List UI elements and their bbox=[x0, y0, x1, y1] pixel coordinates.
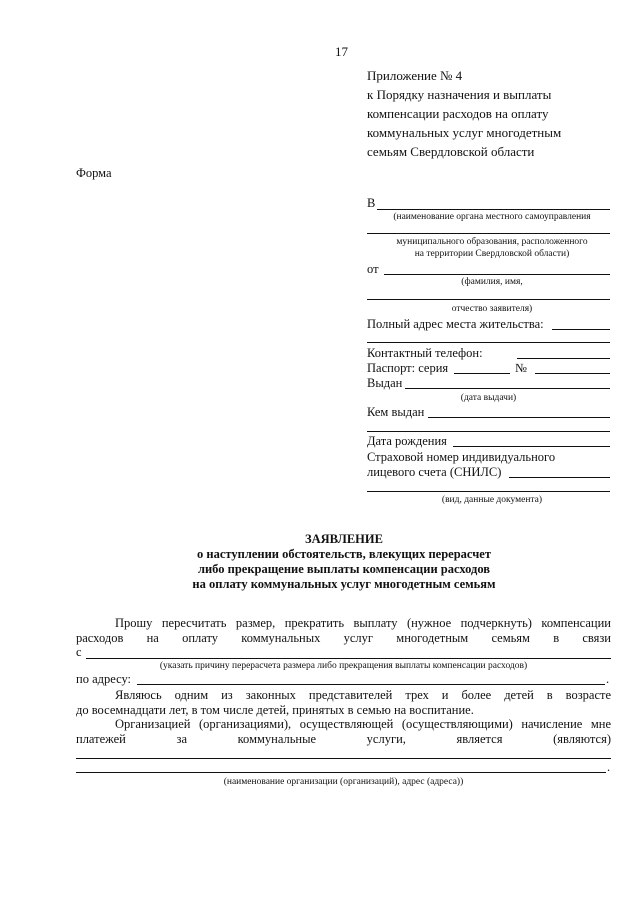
title-line: ЗАЯВЛЕНИЕ bbox=[305, 532, 383, 546]
issued-by-field-2[interactable] bbox=[367, 431, 610, 432]
address-prefix: по адресу: bbox=[76, 672, 132, 686]
issued-caption: (дата выдачи) bbox=[460, 393, 517, 403]
para1-line2: расходов на оплату коммунальных услуг многодетным семьям в связи bbox=[76, 631, 611, 645]
appendix-line: компенсации расходов на оплату bbox=[367, 106, 549, 121]
org-field-2[interactable] bbox=[76, 772, 606, 773]
title-line: на оплату коммунальных услуг многодетным семьям bbox=[192, 577, 496, 591]
to-caption: на территории Свердловской области) bbox=[414, 249, 570, 259]
to-caption: муниципального образования, расположенного bbox=[396, 237, 588, 247]
passport-series-field[interactable] bbox=[454, 373, 510, 374]
phone-field[interactable] bbox=[517, 358, 610, 359]
from-field[interactable] bbox=[384, 274, 610, 275]
para2-line2: до восемнадцати лет, в том числе детей, принятых в семью на воспитание. bbox=[76, 703, 474, 717]
org-caption: (наименование организации (организаций), адрес (адреса)) bbox=[223, 777, 464, 787]
org-field[interactable] bbox=[76, 758, 611, 759]
appendix-line: к Порядку назначения и выплаты bbox=[367, 87, 552, 102]
para3-line2: платежей за коммунальные услуги, является (являются) bbox=[76, 732, 611, 746]
address-label: Полный адрес места жительства: bbox=[367, 317, 544, 331]
title-line: либо прекращение выплаты компенсации расходов bbox=[197, 562, 491, 576]
reason-caption: (указать причину перерасчета размера либо прекращения выплаты компенсации расходов) bbox=[159, 661, 528, 671]
issued-by-label: Кем выдан bbox=[367, 405, 425, 419]
issued-label: Выдан bbox=[367, 376, 403, 390]
snils-label: лицевого счета (СНИЛС) bbox=[367, 465, 502, 479]
address-field-2[interactable] bbox=[367, 342, 610, 343]
from-field-2[interactable] bbox=[367, 299, 610, 300]
appendix-line: коммунальных услуг многодетным bbox=[367, 125, 562, 140]
from-caption: отчество заявителя) bbox=[451, 304, 533, 314]
appendix-line: Приложение № 4 bbox=[367, 68, 463, 83]
to-field[interactable] bbox=[377, 209, 610, 210]
birth-field[interactable] bbox=[453, 446, 610, 447]
para1-line1: Прошу пересчитать размер, прекратить выплату (нужное подчеркнуть) компенсации bbox=[115, 616, 611, 630]
issued-date-field[interactable] bbox=[405, 388, 610, 389]
passport-number-field[interactable] bbox=[535, 373, 610, 374]
address-field[interactable] bbox=[552, 329, 610, 330]
document-caption: (вид, данные документа) bbox=[441, 495, 543, 505]
phone-label: Контактный телефон: bbox=[367, 346, 483, 360]
to-field-2[interactable] bbox=[367, 233, 610, 234]
snils-field[interactable] bbox=[509, 477, 610, 478]
document-title bbox=[76, 532, 612, 592]
reason-field[interactable] bbox=[86, 658, 611, 659]
appendix-line: семьям Свердловской области bbox=[367, 144, 535, 159]
passport-number-label: № bbox=[515, 361, 527, 375]
document-field[interactable] bbox=[367, 491, 610, 492]
to-caption: (наименование органа местного самоуправления bbox=[393, 212, 591, 222]
from-prefix: от bbox=[367, 262, 379, 276]
to-prefix: В bbox=[367, 196, 376, 210]
para2-line1: Являюсь одним из законных представителей трех и более детей в возрасте bbox=[115, 688, 611, 702]
title-line: о наступлении обстоятельств, влекущих перерасчет bbox=[197, 547, 491, 561]
page-number: 17 bbox=[335, 44, 348, 59]
address-end: . bbox=[606, 672, 610, 686]
snils-label: Страховой номер индивидуального bbox=[367, 450, 556, 464]
from-caption: (фамилия, имя, bbox=[461, 277, 523, 287]
birth-label: Дата рождения bbox=[367, 434, 447, 448]
para1-c: с bbox=[76, 645, 82, 659]
passport-series-label: Паспорт: серия bbox=[367, 361, 449, 375]
para3-line1: Организацией (организациями), осуществляющей (осуществляющими) начисление мне bbox=[115, 717, 611, 731]
appendix-block bbox=[367, 66, 561, 161]
address-field-body[interactable] bbox=[137, 684, 605, 685]
issued-by-field[interactable] bbox=[428, 417, 610, 418]
org-end: . bbox=[607, 760, 611, 774]
form-label: Форма bbox=[76, 166, 112, 180]
